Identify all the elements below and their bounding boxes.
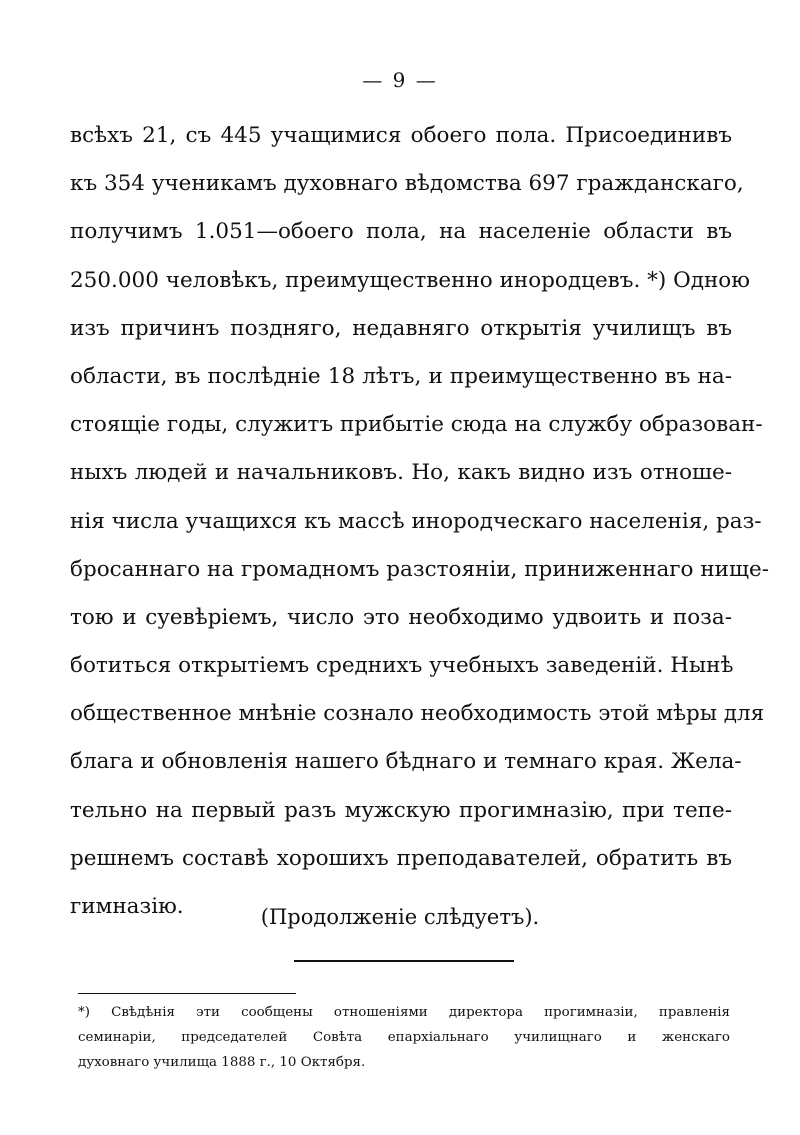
- footnote-line: семинаріи, председателей Совѣта епархіальнаго училищнаго и женскаго: [78, 1030, 730, 1045]
- continued-note: (Продолженіе слѣдуетъ).: [260, 905, 540, 929]
- text-line: ныхъ людей и начальниковъ. Но, какъ видно изъ отноше-: [70, 460, 732, 486]
- text-line: тою и суевѣріемъ, число это необходимо удвоить и поза-: [70, 604, 732, 630]
- text-line: области, въ послѣдніе 18 лѣтъ, и преимущественно въ на-: [70, 363, 732, 389]
- text-line: ботиться открытіемъ среднихъ учебныхъ заведеній. Нынѣ: [70, 653, 734, 679]
- text-line: нія числа учащихся къ массѣ инородческаго населенія, раз-: [70, 508, 762, 534]
- text-line: 250.000 человѣкъ, преимущественно инородцевъ. *) Одною: [70, 267, 750, 293]
- text-line: блага и обновленія нашего бѣднаго и темнаго края. Жела-: [70, 749, 742, 775]
- text-line: къ 354 ученикамъ духовнаго вѣдомства 697 гражданскаго,: [70, 171, 744, 197]
- text-line: решнемъ составѣ хорошихъ преподавателей, обратить въ: [70, 845, 732, 871]
- text-line: общественное мнѣніе сознало необходимость этой мѣры для: [70, 701, 765, 727]
- footnote: [78, 1000, 730, 1075]
- body-text: [70, 112, 769, 931]
- text-line: получимъ 1.051—обоего пола, на населеніе области въ: [70, 219, 732, 245]
- text-line: гимназію.: [70, 894, 184, 919]
- text-line: всѣхъ 21, съ 445 учащимися обоего пола. Присоединивъ: [70, 123, 732, 148]
- footnote-divider: [78, 993, 296, 994]
- section-divider: [294, 960, 514, 962]
- text-line: изъ причинъ поздняго, недавняго открытія училищъ въ: [70, 315, 732, 341]
- text-line: бросаннаго на громадномъ разстояніи, приниженнаго нище-: [70, 556, 769, 582]
- text-line: стоящіе годы, служитъ прибытіе сюда на службу образован-: [70, 412, 763, 438]
- footnote-line: *) Свѣдѣнія эти сообщены отношеніями директора прогимназіи, правленія: [78, 1005, 730, 1020]
- page-number: — 9 —: [362, 68, 438, 92]
- footnote-line: духовнаго училища 1888 г., 10 Октября.: [78, 1055, 366, 1070]
- text-line: тельно на первый разъ мужскую прогимназію, при тепе-: [70, 797, 732, 823]
